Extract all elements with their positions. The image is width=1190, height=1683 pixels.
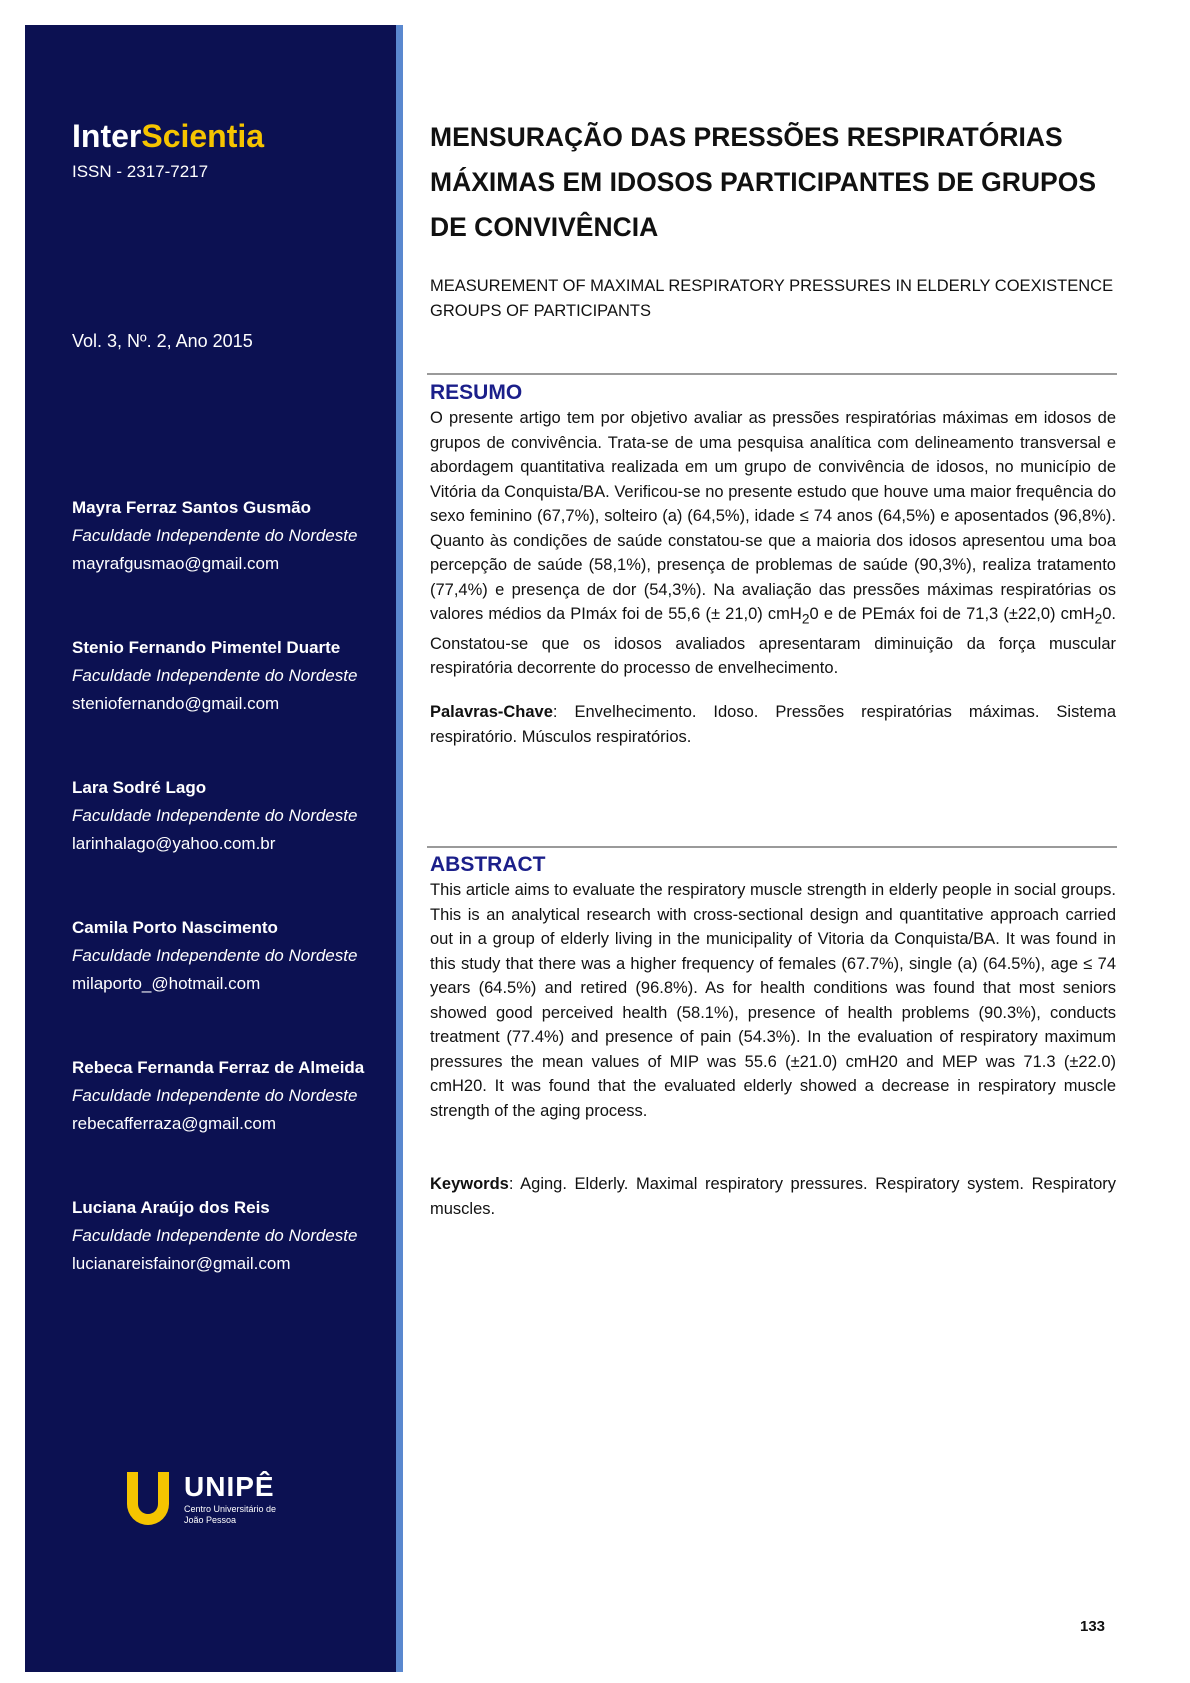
section-divider bbox=[427, 373, 1117, 375]
author-entry bbox=[72, 494, 392, 634]
author-institution: Faculdade Independente do Nordeste bbox=[72, 946, 358, 965]
subscript: 2 bbox=[801, 611, 810, 627]
unipe-u-icon bbox=[122, 1470, 174, 1530]
page-number: 133 bbox=[1080, 1618, 1106, 1635]
issn: ISSN - 2317-7217 bbox=[72, 162, 209, 181]
author-name: Stenio Fernando Pimentel Duarte bbox=[72, 638, 341, 657]
keywords-label: Keywords bbox=[430, 1175, 509, 1193]
author-name: Rebeca Fernanda Ferraz de Almeida bbox=[72, 1058, 365, 1077]
author-entry bbox=[72, 914, 392, 1054]
journal-name bbox=[72, 118, 264, 154]
subscript: 2 bbox=[1094, 611, 1103, 627]
keywords-text: : Envelhecimento. Idoso. Pressões respiratórias máximas. Sistema respiratório. Músculos respiratórios. bbox=[430, 703, 1116, 746]
volume-info: Vol. 3, Nº. 2, Ano 2015 bbox=[72, 331, 253, 351]
resumo-text-part1: O presente artigo tem por objetivo avaliar as pressões respiratórias máximas em idosos de grupos de convivência. Trata-se de uma pesquisa analítica com delineamento transversal e abordagem quantitativa realizada em um grupo de convivência de idosos, no município de Vitória da Conquista/BA. Verificou-se no presente estudo que houve uma maior frequência do sexo feminino (67,7%), solteiro (a) (64,5%), idade ≤ 74 anos (64,5%) e aposentados (96,8%). Quanto às condições de saúde constatou-se que a maioria dos idosos apresentou uma boa percepção de saúde (58,1%), presença de problemas de saúde (90,3%), realiza tratamento (77,4%) e presença de dor (54,3%). Na avaliação das pressões máximas respiratórias os valores médios da PImáx foi de 55,6 (± 21,0) cmH bbox=[430, 409, 1116, 623]
author-entry bbox=[72, 1054, 392, 1194]
logo-wordmark: UNIPÊ bbox=[184, 1471, 275, 1502]
keywords-text: : Aging. Elderly. Maximal respiratory pressures. Respiratory system. Respiratory muscles. bbox=[430, 1175, 1116, 1218]
unipe-logo bbox=[122, 1470, 302, 1530]
resumo-keywords bbox=[430, 700, 1116, 749]
resumo-text-part3: 0. Constatou-se que os idosos avaliados apresentaram diminuição da força muscular respiratória decorrente do processo de envelhecimento. bbox=[430, 605, 1116, 678]
sidebar-edge-stripe bbox=[396, 25, 403, 1672]
author-name: Mayra Ferraz Santos Gusmão bbox=[72, 498, 312, 517]
author-email[interactable]: milaporto_@hotmail.com bbox=[72, 974, 261, 993]
author-name: Camila Porto Nascimento bbox=[72, 918, 278, 937]
author-list bbox=[72, 494, 392, 1334]
abstract-heading: ABSTRACT bbox=[430, 853, 546, 876]
author-entry bbox=[72, 634, 392, 774]
author-name: Lara Sodré Lago bbox=[72, 778, 207, 797]
author-institution: Faculdade Independente do Nordeste bbox=[72, 666, 358, 685]
author-name: Luciana Araújo dos Reis bbox=[72, 1198, 270, 1217]
author-email[interactable]: larinhalago@yahoo.com.br bbox=[72, 834, 276, 853]
keywords-label: Palavras-Chave bbox=[430, 703, 553, 721]
author-institution: Faculdade Independente do Nordeste bbox=[72, 806, 358, 825]
resumo-text bbox=[430, 406, 1116, 681]
abstract-keywords bbox=[430, 1172, 1116, 1221]
article-title: MENSURAÇÃO DAS PRESSÕES RESPIRATÓRIAS MÁXIMAS EM IDOSOS PARTICIPANTES DE GRUPOS DE CONVIVÊNCIA bbox=[430, 122, 1096, 242]
author-email[interactable]: mayrafgusmao@gmail.com bbox=[72, 554, 280, 573]
resumo-text-part2: 0 e de PEmáx foi de 71,3 (±22,0) cmH bbox=[809, 605, 1095, 623]
author-entry bbox=[72, 1194, 392, 1334]
author-institution: Faculdade Independente do Nordeste bbox=[72, 1086, 358, 1105]
author-email[interactable]: steniofernando@gmail.com bbox=[72, 694, 280, 713]
abstract-text: This article aims to evaluate the respiratory muscle strength in elderly people in social groups. This is an analytical research with cross-sectional design and quantitative approach carried out in a group of elderly living in the municipality of Vitoria da Conquista/BA. It was found in this study that there was a higher frequency of females (67.7%), single (a) (64.5%), age ≤ 74 years (64.5%) and retired (96.8%). As for health conditions was found that most seniors showed good perceived health (58.1%), presence of health problems (90.3%), conducts treatment (77.4%) and presence of pain (54.3%). In the evaluation of respiratory maximum pressures the mean values of MIP was 55.6 (±21.0) cmH20 and MEP was 71.3 (±22.0) cmH20. It was found that the evaluated elderly showed a decrease in respiratory muscle strength of the aging process. bbox=[430, 881, 1116, 1120]
author-institution: Faculdade Independente do Nordeste bbox=[72, 526, 358, 545]
journal-name-part1: Inter bbox=[72, 118, 142, 154]
logo-subtitle: Centro Universitário de João Pessoa bbox=[184, 1504, 277, 1525]
author-email[interactable]: rebecafferraza@gmail.com bbox=[72, 1114, 277, 1133]
section-divider bbox=[427, 846, 1117, 848]
author-institution: Faculdade Independente do Nordeste bbox=[72, 1226, 358, 1245]
resumo-heading: RESUMO bbox=[430, 381, 523, 404]
journal-name-part2: Scientia bbox=[141, 118, 265, 154]
author-entry bbox=[72, 774, 392, 914]
author-email[interactable]: lucianareisfainor@gmail.com bbox=[72, 1254, 291, 1273]
article-subtitle: MEASUREMENT OF MAXIMAL RESPIRATORY PRESSURES IN ELDERLY COEXISTENCE GROUPS OF PARTICIPANTS bbox=[430, 277, 1114, 320]
